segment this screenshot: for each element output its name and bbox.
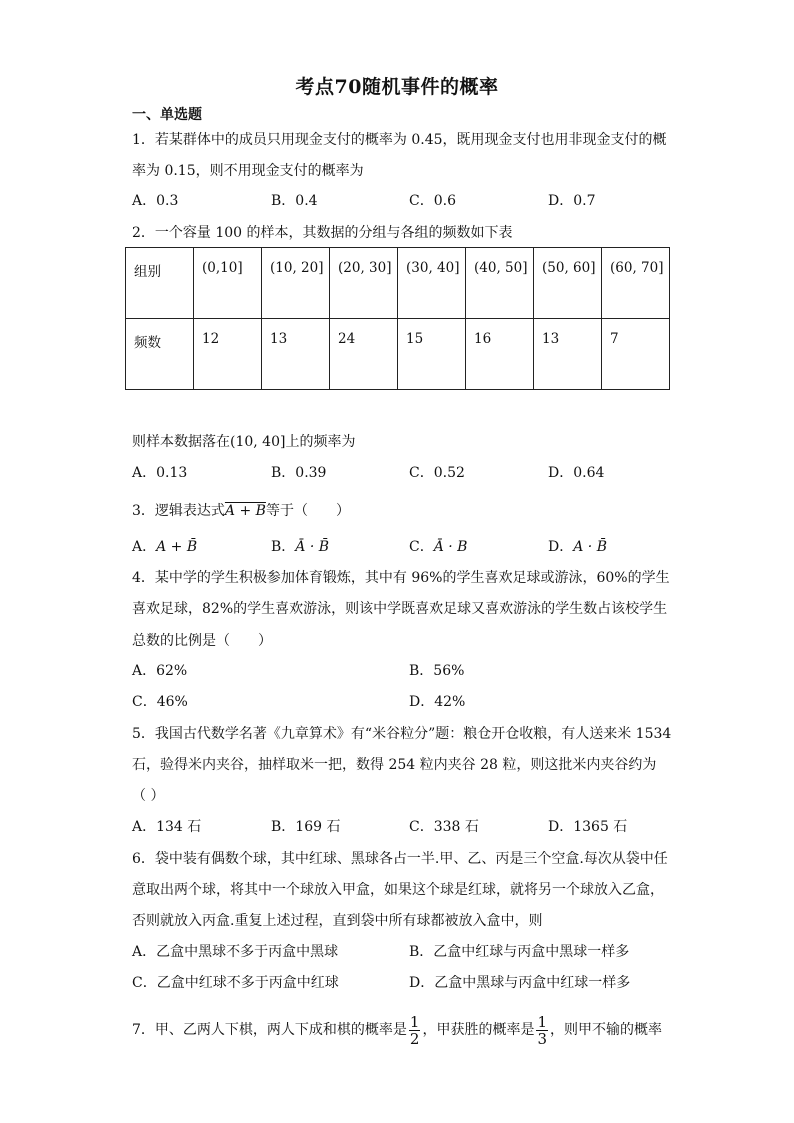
fraction-one-third: [536, 1014, 548, 1047]
q4-line1: 4．某中学的学生积极参加体育锻炼，其中有 96%的学生喜欢足球或游泳，60%的学生: [132, 570, 670, 586]
table-cell: 16: [466, 319, 534, 390]
q3-prefix: 3．逻辑表达式: [132, 503, 225, 519]
q5-line1: 5．我国古代数学名著《九章算术》有“米谷粒分”题：粮仓开仓收粮，有人送来米 1534: [132, 726, 672, 742]
q4-option-d: D．42%: [409, 694, 466, 710]
q4-option-b: B．56%: [409, 663, 465, 679]
table-cell: (30, 40]: [398, 248, 466, 319]
q6-line3: 否则就放入丙盒.重复上述过程，直到袋中所有球都被放入盒中，则: [132, 913, 543, 929]
fraction-one-half: [409, 1014, 421, 1047]
q6-option-d: D．乙盒中黑球与丙盒中红球一样多: [409, 975, 631, 991]
option-label: A．: [132, 539, 157, 555]
section-heading: 一、单选题: [132, 107, 202, 123]
q2-option-c: C．0.52: [409, 465, 465, 481]
q3-option-d: [548, 538, 607, 556]
q1-option-c: C．0.6: [409, 193, 456, 209]
table-cell: 24: [330, 319, 398, 390]
q7-part2: ，甲获胜的概率是: [422, 1022, 535, 1038]
table-cell: (40, 50]: [466, 248, 534, 319]
q4-line3: 总数的比例是（ ）: [132, 633, 272, 649]
q5-line3: （ ）: [132, 788, 165, 804]
table-cell: 13: [534, 319, 602, 390]
q1-line2: 率为 0.15，则不用现金支付的概率为: [132, 163, 364, 179]
option-expression: Ā · B̄: [295, 539, 330, 555]
table-row: [126, 319, 670, 390]
fraction-denominator: 3: [537, 1029, 547, 1048]
table-cell: (60, 70]: [602, 248, 670, 319]
option-expression: Ā · B: [433, 539, 468, 555]
q4-line2: 喜欢足球，82%的学生喜欢游泳，则该中学既喜欢足球又喜欢游泳的学生数占该校学生: [132, 601, 668, 617]
q3-suffix: 等于（ ）: [265, 503, 350, 519]
q4-option-a: A．62%: [132, 663, 188, 679]
table-cell: 组别: [126, 248, 194, 319]
q6-line1: 6．袋中装有偶数个球，其中红球、黑球各占一半.甲、乙、丙是三个空盒.每次从袋中任: [132, 851, 668, 867]
q5-option-b: B．169 石: [271, 819, 341, 835]
option-expression: A · B̄: [573, 539, 607, 555]
q5-option-a: A．134 石: [132, 819, 202, 835]
q4-option-c: C．46%: [132, 694, 188, 710]
option-label: D．: [548, 539, 574, 555]
table-cell: (0,10]: [194, 248, 262, 319]
q3-line: [132, 502, 350, 520]
q1-option-d: D．0.7: [548, 193, 596, 209]
q1-option-a: A．0.3: [132, 193, 179, 209]
fraction-denominator: 2: [409, 1029, 420, 1048]
q2-option-a: A．0.13: [132, 465, 188, 481]
frequency-table: [125, 247, 670, 390]
q7-part1: 7．甲、乙两人下棋，两人下成和棋的概率是: [132, 1022, 407, 1038]
table-cell: (10, 20]: [262, 248, 330, 319]
table-cell: 15: [398, 319, 466, 390]
q1-option-b: B．0.4: [271, 193, 318, 209]
q7-line: [132, 1012, 662, 1048]
table-cell: 13: [262, 319, 330, 390]
table-cell: 12: [194, 319, 262, 390]
q6-option-c: C．乙盒中红球不多于丙盒中红球: [132, 975, 339, 991]
table-cell: (20, 30]: [330, 248, 398, 319]
table-cell: (50, 60]: [534, 248, 602, 319]
q5-option-d: D．1365 石: [548, 819, 628, 835]
q2-after: 则样本数据落在(10, 40]上的频率为: [132, 434, 356, 450]
q1-line1: 1．若某群体中的成员只用现金支付的概率为 0.45，既用现金支付也用非现金支付的概: [132, 132, 667, 148]
option-label: B．: [271, 539, 296, 555]
q2-option-b: B．0.39: [271, 465, 327, 481]
option-expression: A + B̄: [156, 539, 198, 555]
q3-option-b: [271, 538, 329, 556]
q3-option-c: [409, 538, 467, 556]
table-cell: 频数: [126, 319, 194, 390]
fraction-numerator: 1: [409, 1012, 420, 1031]
table-row: [126, 248, 670, 319]
q2-line1: 2．一个容量 100 的样本，其数据的分组与各组的频数如下表: [132, 225, 513, 241]
q6-option-a: A．乙盒中黑球不多于丙盒中黑球: [132, 944, 339, 960]
option-label: C．: [409, 539, 434, 555]
q3-option-a: [132, 538, 197, 556]
q6-option-b: B．乙盒中红球与丙盒中黑球一样多: [409, 944, 630, 960]
q6-line2: 意取出两个球，将其中一个球放入甲盒，如果这个球是红球，就将另一个球放入乙盒，: [132, 882, 664, 898]
page-title: 考点70随机事件的概率: [295, 76, 499, 98]
q3-expression: A + B: [224, 503, 266, 519]
q5-option-c: C．338 石: [409, 819, 479, 835]
q5-line2: 石，验得米内夹谷，抽样取米一把，数得 254 粒内夹谷 28 粒，则这批米内夹谷约为: [132, 757, 657, 773]
q7-part3: ，则甲不输的概率: [550, 1022, 662, 1038]
fraction-numerator: 1: [537, 1012, 547, 1031]
table-cell: 7: [602, 319, 670, 390]
q2-option-d: D．0.64: [548, 465, 605, 481]
